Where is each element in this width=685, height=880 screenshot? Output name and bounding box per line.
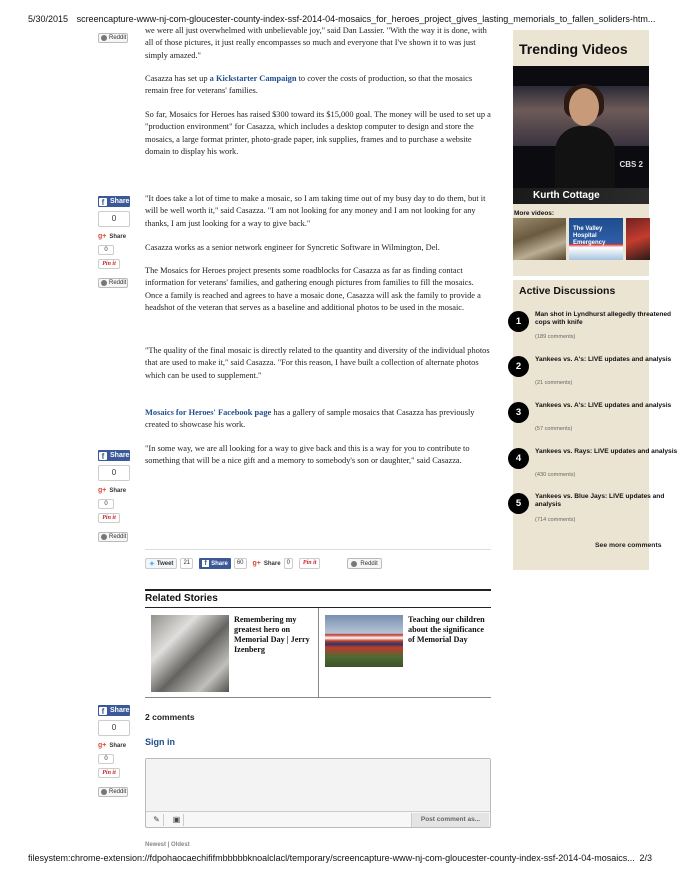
video-thumbnail[interactable] — [569, 218, 623, 260]
print-title: screencapture-www-nj-com-gloucester-county-index-ssf-2014-04-mosaics_for_heroes_project_gives_lasting_memorials_to_fallen_soliders-htm... — [76, 14, 656, 24]
video-thumbnail[interactable] — [626, 218, 650, 260]
see-more-comments-link[interactable]: See more comments — [595, 542, 662, 549]
gplus-icon: g+ — [98, 233, 107, 240]
share-widget-top — [98, 25, 132, 43]
discussion-rank: 2 — [508, 356, 529, 377]
discussion-comment-count: (21 comments) — [535, 380, 573, 386]
discussion-title[interactable]: Yankees vs. Blue Jays: LIVE updates and analysis — [535, 493, 665, 509]
facebook-page-link[interactable]: Mosaics for Heroes' Facebook page — [145, 408, 272, 417]
gplus-share-button[interactable]: g+ Share — [98, 487, 127, 494]
reddit-button[interactable]: Reddit — [98, 33, 128, 43]
gplus-icon: g+ — [98, 487, 107, 494]
discussion-title[interactable]: Yankees vs. A's: LIVE updates and analysis — [535, 356, 672, 363]
video-lower-third — [513, 188, 649, 204]
related-story-photo[interactable] — [151, 615, 229, 692]
discussion-title[interactable]: Yankees vs. Rays: LIVE updates and analysis — [535, 448, 678, 455]
facebook-share-button[interactable]: f Share — [98, 705, 130, 716]
article-paragraph: "It does take a lot of time to make a mosaic, so I am taking time out of my busy day to do them, but it will be well worth it," said Casazza. "I am not looking for any money and I am not looking for any thanks, I am just looking for a way to give back." — [145, 194, 486, 228]
article-paragraph: "The quality of the final mosaic is directly related to the quantity and diversity of the individual photos that are used to make it," said Casazza. "For this reason, I have built a collection of alternate photos which can be used to supplement." — [145, 346, 490, 380]
facebook-icon: f — [202, 560, 209, 567]
facebook-icon: f — [99, 707, 107, 715]
related-story-photo[interactable] — [325, 615, 403, 667]
pinterest-button[interactable]: Pin it — [98, 513, 120, 523]
gplus-icon: g+ — [252, 560, 261, 567]
discussion-comment-count: (57 comments) — [535, 426, 573, 432]
discussion-rank: 1 — [508, 311, 529, 332]
tweet-button[interactable]: ✦ Tweet — [145, 558, 177, 569]
article-paragraph: Casazza has set up a Kickstarter Campaign to cover the costs of production, so that the mosaics remain free for veterans' families. — [145, 74, 473, 96]
print-date: 5/30/2015 — [28, 14, 69, 24]
facebook-share-count: 0 — [98, 465, 130, 481]
gplus-share-button[interactable]: g+ Share — [252, 560, 281, 567]
related-story[interactable] — [318, 608, 491, 697]
share-widget — [98, 196, 132, 288]
video-thumbnail[interactable] — [513, 218, 566, 260]
gplus-icon: g+ — [98, 742, 107, 749]
comment-box — [145, 758, 491, 828]
twitter-bird-icon: ✦ — [149, 560, 155, 568]
article-paragraph: we were all just overwhelmed with unbelievable joy," said Dan Lassier. "With the way it is done, with all of those pictures, it just really encompasses so much and everyone that I've shown it to was just simply amazed." — [145, 26, 487, 60]
video-ticker: Kurth Cottage — [513, 188, 649, 204]
reddit-button[interactable]: Reddit — [347, 558, 381, 569]
related-story-headline[interactable]: Remembering my greatest hero on Memorial Day | Jerry Izenberg — [234, 615, 310, 654]
print-header — [28, 14, 656, 24]
discussion-comment-count: (430 comments) — [535, 472, 576, 478]
share-widget — [98, 705, 132, 797]
reddit-alien-icon — [101, 789, 107, 795]
article-paragraph: "In some way, we are all looking for a way to give back and this is a way for you to contribute to something that will be a nice gift and a memory to somebody's son or daughter," said Casazza. — [145, 444, 470, 466]
reddit-button[interactable]: Reddit — [98, 787, 128, 797]
related-rule — [145, 589, 491, 591]
gplus-share-count: 0 — [284, 558, 293, 569]
related-story-headline[interactable]: Teaching our children about the significance of Memorial Day — [408, 615, 485, 644]
reddit-alien-icon — [101, 35, 107, 41]
discussion-comment-count: (189 comments) — [535, 334, 576, 340]
article-paragraph: The Mosaics for Heroes project presents some roadblocks for Casazza as far as finding contact information for veterans' families, and gathering enough pictures from families to fill the mosaics. Once a family is reached and agrees to have a mosaic done, Casazza will ask the family to provide a headshot of the veteran that serves as a baseline and additional photos to be used in the mosaic. — [145, 266, 481, 313]
image-icon[interactable]: ▣ — [170, 814, 184, 826]
comment-sort-links[interactable]: Newest | Oldest — [145, 842, 190, 848]
gplus-share-count: 0 — [98, 754, 114, 764]
reddit-alien-icon — [101, 280, 107, 286]
discussion-title[interactable]: Man shot in Lyndhurst allegedly threatened cops with knife — [535, 311, 672, 327]
facebook-share-count: 0 — [98, 720, 130, 736]
gplus-share-button[interactable]: g+ Share — [98, 233, 127, 240]
trending-videos-heading: Trending Videos — [519, 41, 628, 57]
share-widget — [98, 450, 132, 542]
divider — [145, 549, 491, 550]
thumb-label: The Valley Hospital — [573, 226, 603, 239]
discussion-rank: 4 — [508, 448, 529, 469]
pinterest-button[interactable]: Pin it — [98, 259, 120, 269]
facebook-icon: f — [99, 198, 107, 206]
reddit-button[interactable]: Reddit — [98, 532, 128, 542]
gplus-share-count: 0 — [98, 499, 114, 509]
gplus-share-count: 0 — [98, 245, 114, 255]
print-footer — [28, 853, 652, 863]
pinterest-button[interactable]: Pin it — [98, 768, 120, 778]
video-thumbnails — [513, 218, 650, 260]
article-paragraph: So far, Mosaics for Heroes has raised $300 toward its $15,000 goal. The money will be used to set up a "production environment" for Casazza, which includes a desktop computer to design and store the mosaics, a large format printer, photo-grade paper, ink supplies, frames and to purchase a website domain to display his work. — [145, 110, 491, 157]
facebook-share-button[interactable]: f Share — [98, 196, 130, 207]
comment-input[interactable] — [146, 759, 490, 812]
tweet-count: 21 — [180, 558, 193, 569]
discussion-title[interactable]: Yankees vs. A's: LIVE updates and analysis — [535, 402, 672, 409]
reddit-button[interactable]: Reddit — [98, 278, 128, 288]
facebook-share-count: 0 — [98, 211, 130, 227]
pencil-icon[interactable]: ✎ — [150, 814, 164, 826]
active-discussions-heading: Active Discussions — [519, 285, 616, 297]
related-story[interactable] — [145, 608, 318, 697]
facebook-share-button[interactable]: f Share — [199, 558, 231, 569]
cbs-logo: CBS 2 — [619, 160, 643, 169]
related-stories — [145, 607, 491, 698]
thumb-sublabel: Emergency — [573, 240, 606, 246]
kickstarter-link[interactable]: a Kickstarter Campaign — [209, 74, 297, 83]
print-page-number: 2/3 — [639, 853, 652, 863]
comments-count: 2 comments — [145, 712, 195, 722]
share-bar — [145, 558, 382, 569]
discussion-rank: 5 — [508, 493, 529, 514]
gplus-share-button[interactable]: g+ Share — [98, 742, 127, 749]
video-anchor — [555, 88, 615, 184]
sign-in-link[interactable]: Sign in — [145, 737, 175, 747]
more-videos-label: More videos: — [514, 210, 555, 217]
related-stories-heading: Related Stories — [145, 593, 218, 604]
pinterest-button[interactable]: Pin it — [299, 558, 321, 569]
facebook-share-count: 60 — [234, 558, 247, 569]
facebook-share-button[interactable]: f Share — [98, 450, 130, 461]
video-player[interactable] — [513, 66, 649, 204]
article-paragraph: Mosaics for Heroes' Facebook page has a gallery of sample mosaics that Casazza has previously created to showcase his work. — [145, 408, 475, 430]
discussion-rank: 3 — [508, 402, 529, 423]
post-comment-button[interactable]: Post comment as... — [411, 813, 489, 827]
reddit-alien-icon — [351, 561, 357, 567]
reddit-alien-icon — [101, 534, 107, 540]
facebook-icon: f — [99, 452, 107, 460]
discussion-comment-count: (714 comments) — [535, 517, 576, 523]
print-path: filesystem:chrome-extension://fdpohaocaechififmbbbbbknoalclacl/temporary/screencapture-www-nj-com-gloucester-county-index-ssf-2014-04-mosaics... — [28, 853, 635, 863]
article-paragraph: Casazza works as a senior network engineer for Syncretic Software in Wilmington, Del. — [145, 243, 440, 252]
comment-tools — [150, 814, 184, 826]
